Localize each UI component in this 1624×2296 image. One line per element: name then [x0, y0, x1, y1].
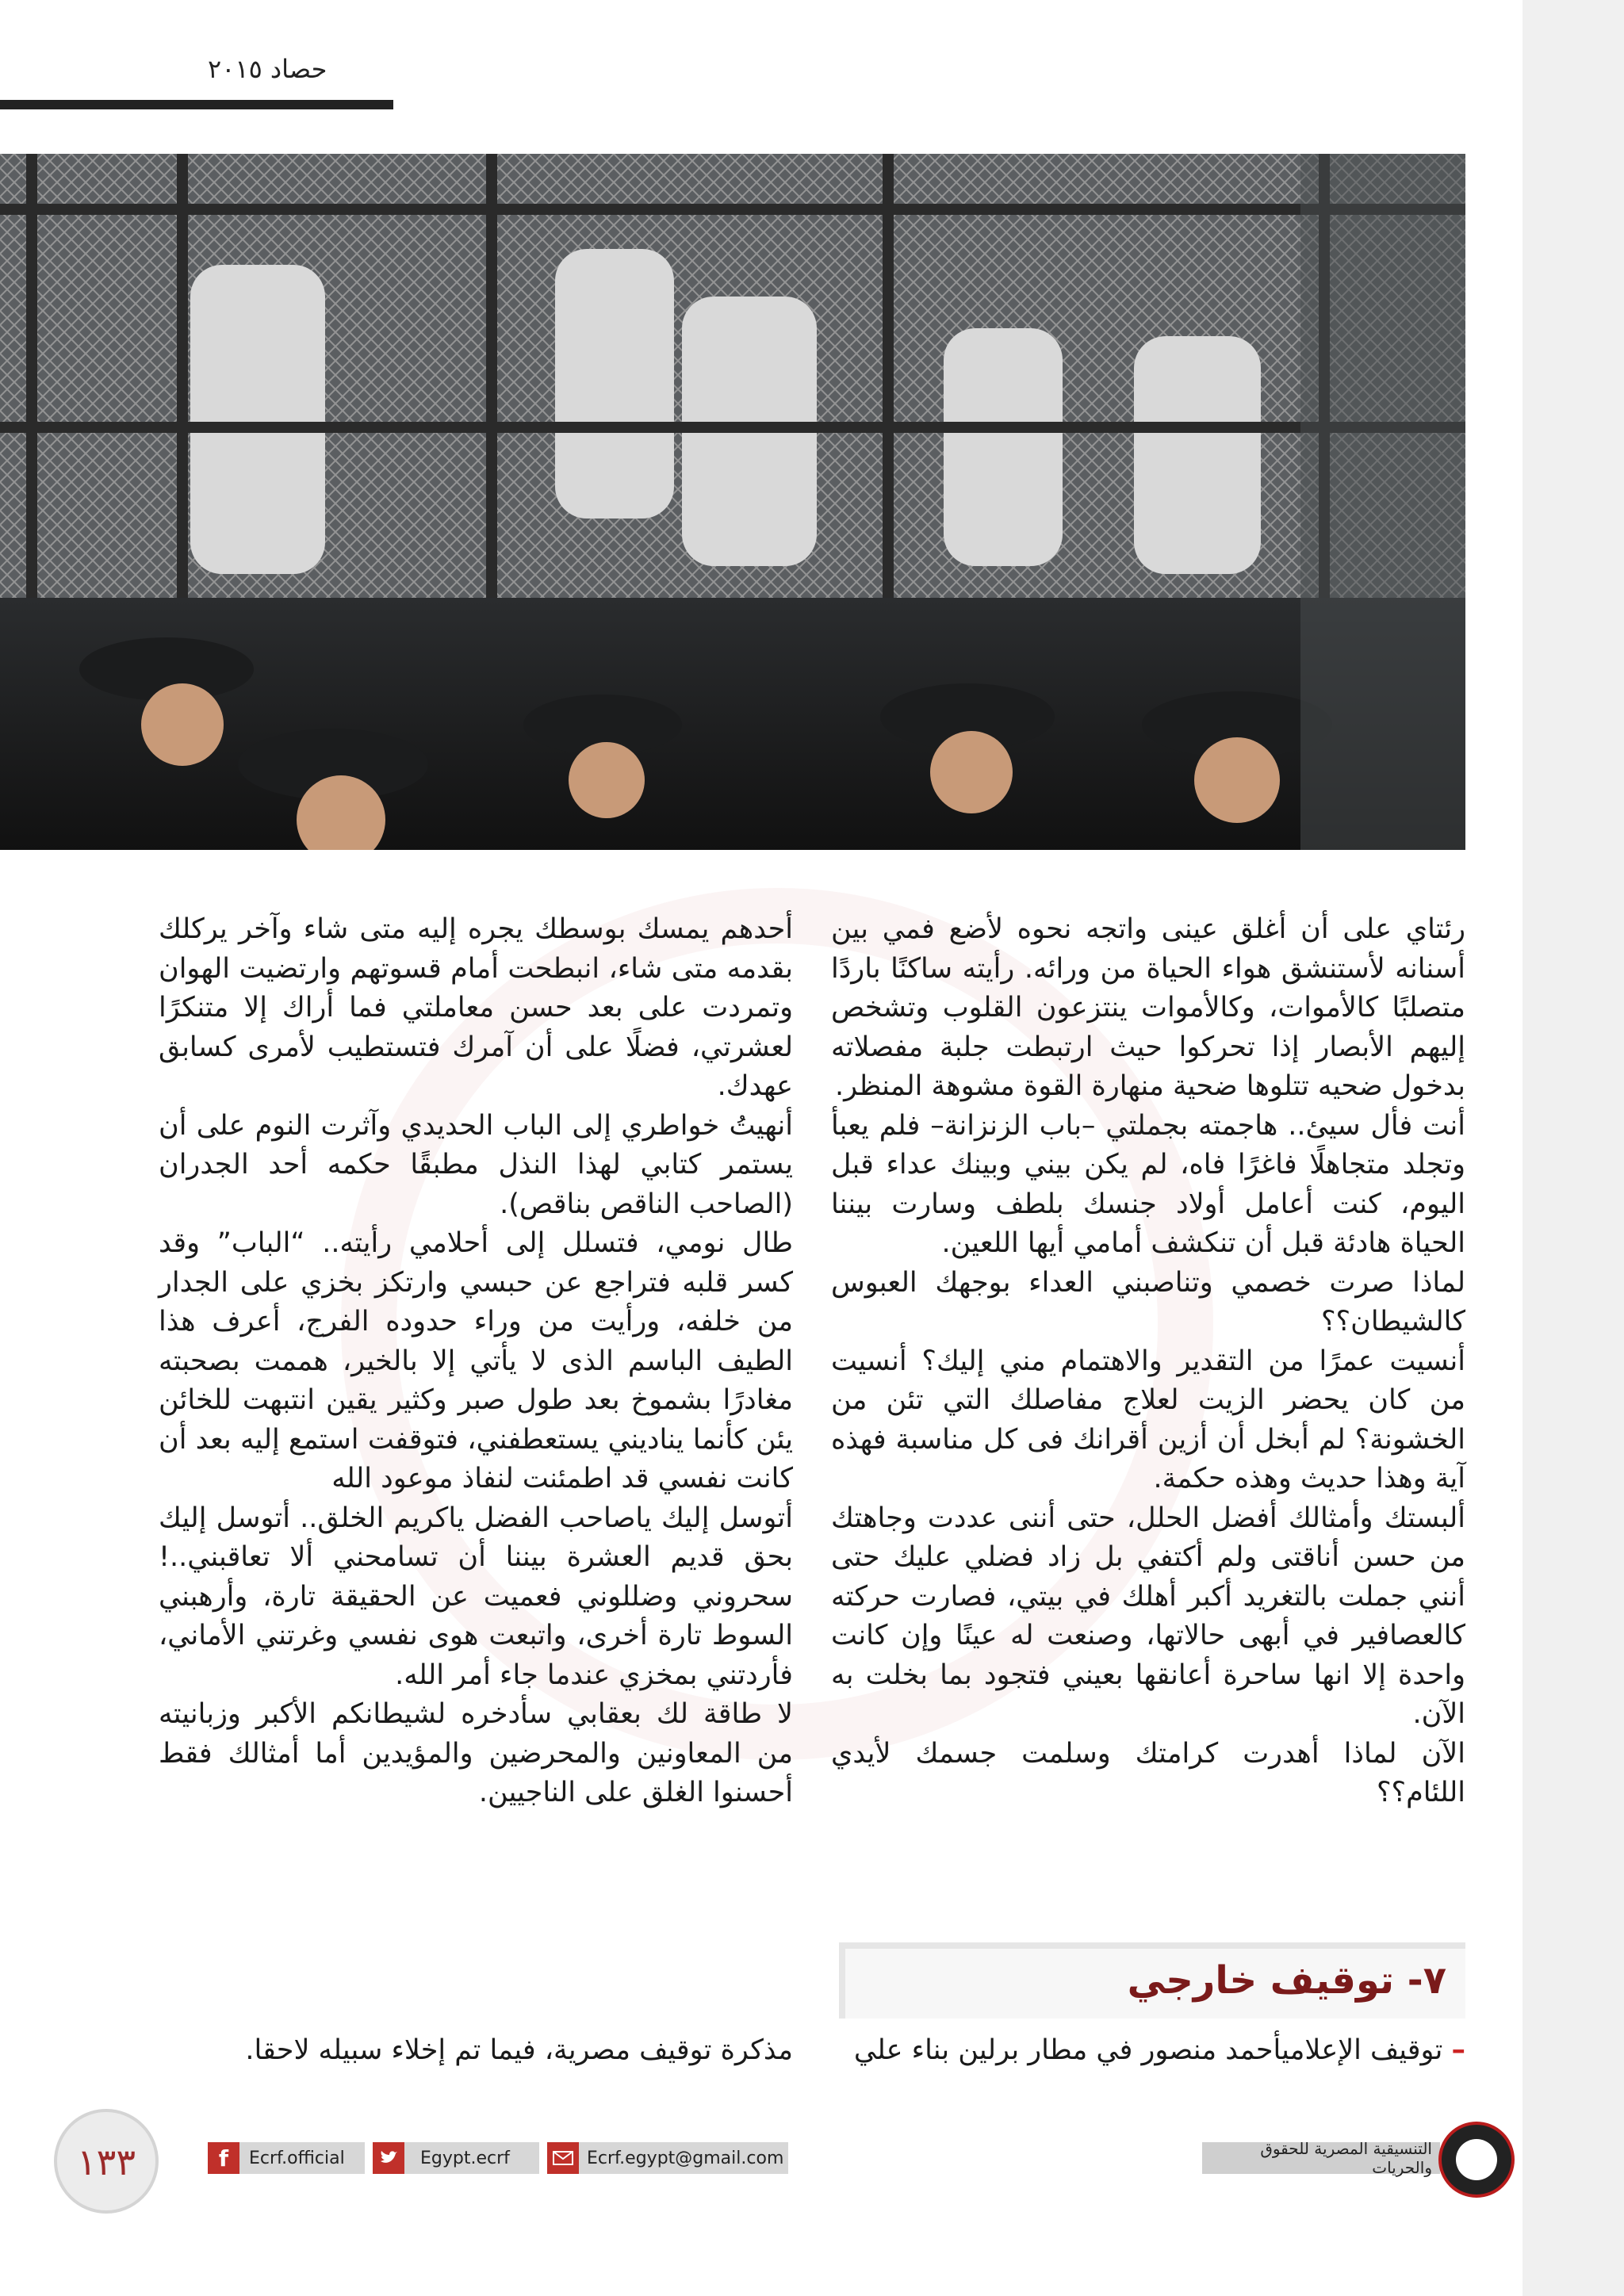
paragraph: رئتاي على أن أغلق عينى واتجه نحوه لأضع فمي بين أسنانه لأستنشق هواء الحياة من ورائه. رأيته ساكنًا باردًا متصلبًا كالأموات، وكالأموات ينتزعون القلوب وتشخص إليهم الأبصار إذا تحركوا حيث ارتبطت جلبة مفصلاته بدخول ضحيه تتلوها ضحية منهارة القوة مشوهة المنظر. — [831, 913, 1465, 1102]
section-heading-box — [839, 1942, 1465, 2019]
paragraph: ألبستك وأمثالك أفضل الحلل، حتى أننى عددت وجاهتك من حسن أناقتى ولم أكتفي بل زاد فضلي عليك حتى أنني جملت بالتغريد أكبر أهلك في بيتي، فصارت حركته كالعصافير في أبهى حالاتها، وصنعت له عينًا وإن كانت واحدة إلا انها ساحرة أعانقها بعيني فتجود بما بخلت به الآن. — [831, 1502, 1465, 1730]
email-icon — [547, 2142, 579, 2174]
email-link[interactable] — [547, 2142, 788, 2174]
page-margin-rail — [1522, 0, 1624, 2296]
organization-logo-icon — [1438, 2122, 1515, 2198]
courtroom-photo-illustration — [0, 154, 1465, 850]
bullet-text: توقيف الإعلاميأحمد منصور في مطار برلين بناء علي — [853, 2034, 1443, 2066]
page-header-title: حصاد ٢٠١٥ — [208, 54, 327, 84]
page-number-badge — [54, 2109, 159, 2214]
logo-center — [1456, 2139, 1497, 2180]
twitter-handle: Egypt.ecrf — [420, 2148, 510, 2168]
paragraph: لا طاقة لك بعقابي سأدخره لشيطانكم الأكبر وزبانيته من المعاونين والمحرضين والمؤيدين أما أمثالك فقط أحسنوا الغلق على الناجيين. — [159, 1698, 793, 1808]
email-address: Ecrf.egypt@gmail.com — [587, 2148, 784, 2168]
bullet-continuation: مذكرة توقيف مصرية، فيما تم إخلاء سبيله لاحقا. — [245, 2034, 793, 2066]
facebook-handle: Ecrf.official — [249, 2148, 345, 2168]
page-number: ١٣٣ — [76, 2141, 136, 2183]
paragraph: طال نومي، فتسلل إلى أحلامي رأيته.. “الباب” وقد كسر قلبه فتراجع عن حبسي وارتكز بخزي على الجدار من خلفه، ورأيت من وراء حدوده الفرج، أعرف هذا الطيف الباسم الذى لا يأتي إلا بالخير، هممت بصحبته مغادرًا بشموخ بعد طول صبر وكثير يقين انتبهت للخائن يئن كأنما يناديني يستعطفني، فتوقفت استمع إليه بعد أن كانت نفسي قد اطمئنت لنفاذ موعود الله — [159, 1227, 793, 1494]
article-column-right — [831, 910, 1465, 1813]
twitter-icon — [373, 2142, 404, 2174]
facebook-link[interactable] — [208, 2142, 365, 2174]
article-column-left — [159, 910, 793, 1813]
article-photo — [0, 154, 1465, 850]
paragraph: لماذا صرت خصمي وتناصبني العداء بوجهك العبوس كالشيطان؟؟ — [831, 1266, 1465, 1337]
header-rule — [0, 100, 393, 109]
facebook-icon: f — [208, 2142, 239, 2174]
bullet-dash: – — [1451, 2034, 1465, 2066]
organization-name: التنسيقية المصرية للحقوق والحريات — [1202, 2142, 1440, 2174]
twitter-link[interactable] — [373, 2142, 539, 2174]
paragraph: أنهيتُ خواطري إلى الباب الحديدي وآثرت النوم على أن يستمر كتابي لهذا النذل مطبقًا حكمه أحد الجدران (الصاحب الناقص بناقص). — [159, 1109, 793, 1220]
bullet-item — [839, 2034, 1465, 2066]
paragraph: أنسيت عمرًا من التقدير والاهتمام مني إليك؟ أنسيت من كان يحضر الزيت لعلاج مفاصلك التي تئن من الخشونة؟ لم أبخل أن أزين أقرانك فى كل مناسبة فهذه آية وهذا حديث وهذه حكمة. — [831, 1345, 1465, 1494]
paragraph: الآن لماذا أهدرت كرامتك وسلمت جسمك لأيدي اللئام؟؟ — [831, 1737, 1465, 1808]
section-title: ٧- توقيف خارجي — [1127, 1958, 1446, 2003]
paragraph: أنت فأل سيئ.. هاجمته بجملتي –باب الزنزانة– فلم يعبأ وتجلد متجاهلًا فاغرًا فاه، لم يكن بيني وبينك عداء قبل اليوم، كنت أعامل أولاد جنسك بلطف وسارت بيننا الحياة هادئة قبل أن تنكشف أمامي أيها اللعين. — [831, 1109, 1465, 1259]
paragraph: أتوسل إليك ياصاحب الفضل ياكريم الخلق.. أتوسل إليك بحق قديم العشرة بيننا أن تسامحني ألا تعاقبني..! سحروني وضللوني فعميت عن الحقيقة تارة، وأرهبني السوط تارة أخرى، واتبعت هوى نفسي وغرتني الأماني، فأردتني بمخزي عندما جاء أمر الله. — [159, 1502, 793, 1691]
paragraph: أحدهم يمسك بوسطك يجره إليه متى شاء وآخر يركلك بقدمه متى شاء، انبطحت أمام قسوتهم وارتضيت الهوان وتمردت على بعد حسن معاملتي فما أراك إلا متنكرًا لعشرتي، فضلًا على أن آمرك فتستطيب لأمرى كسابق عهدك. — [159, 913, 793, 1102]
